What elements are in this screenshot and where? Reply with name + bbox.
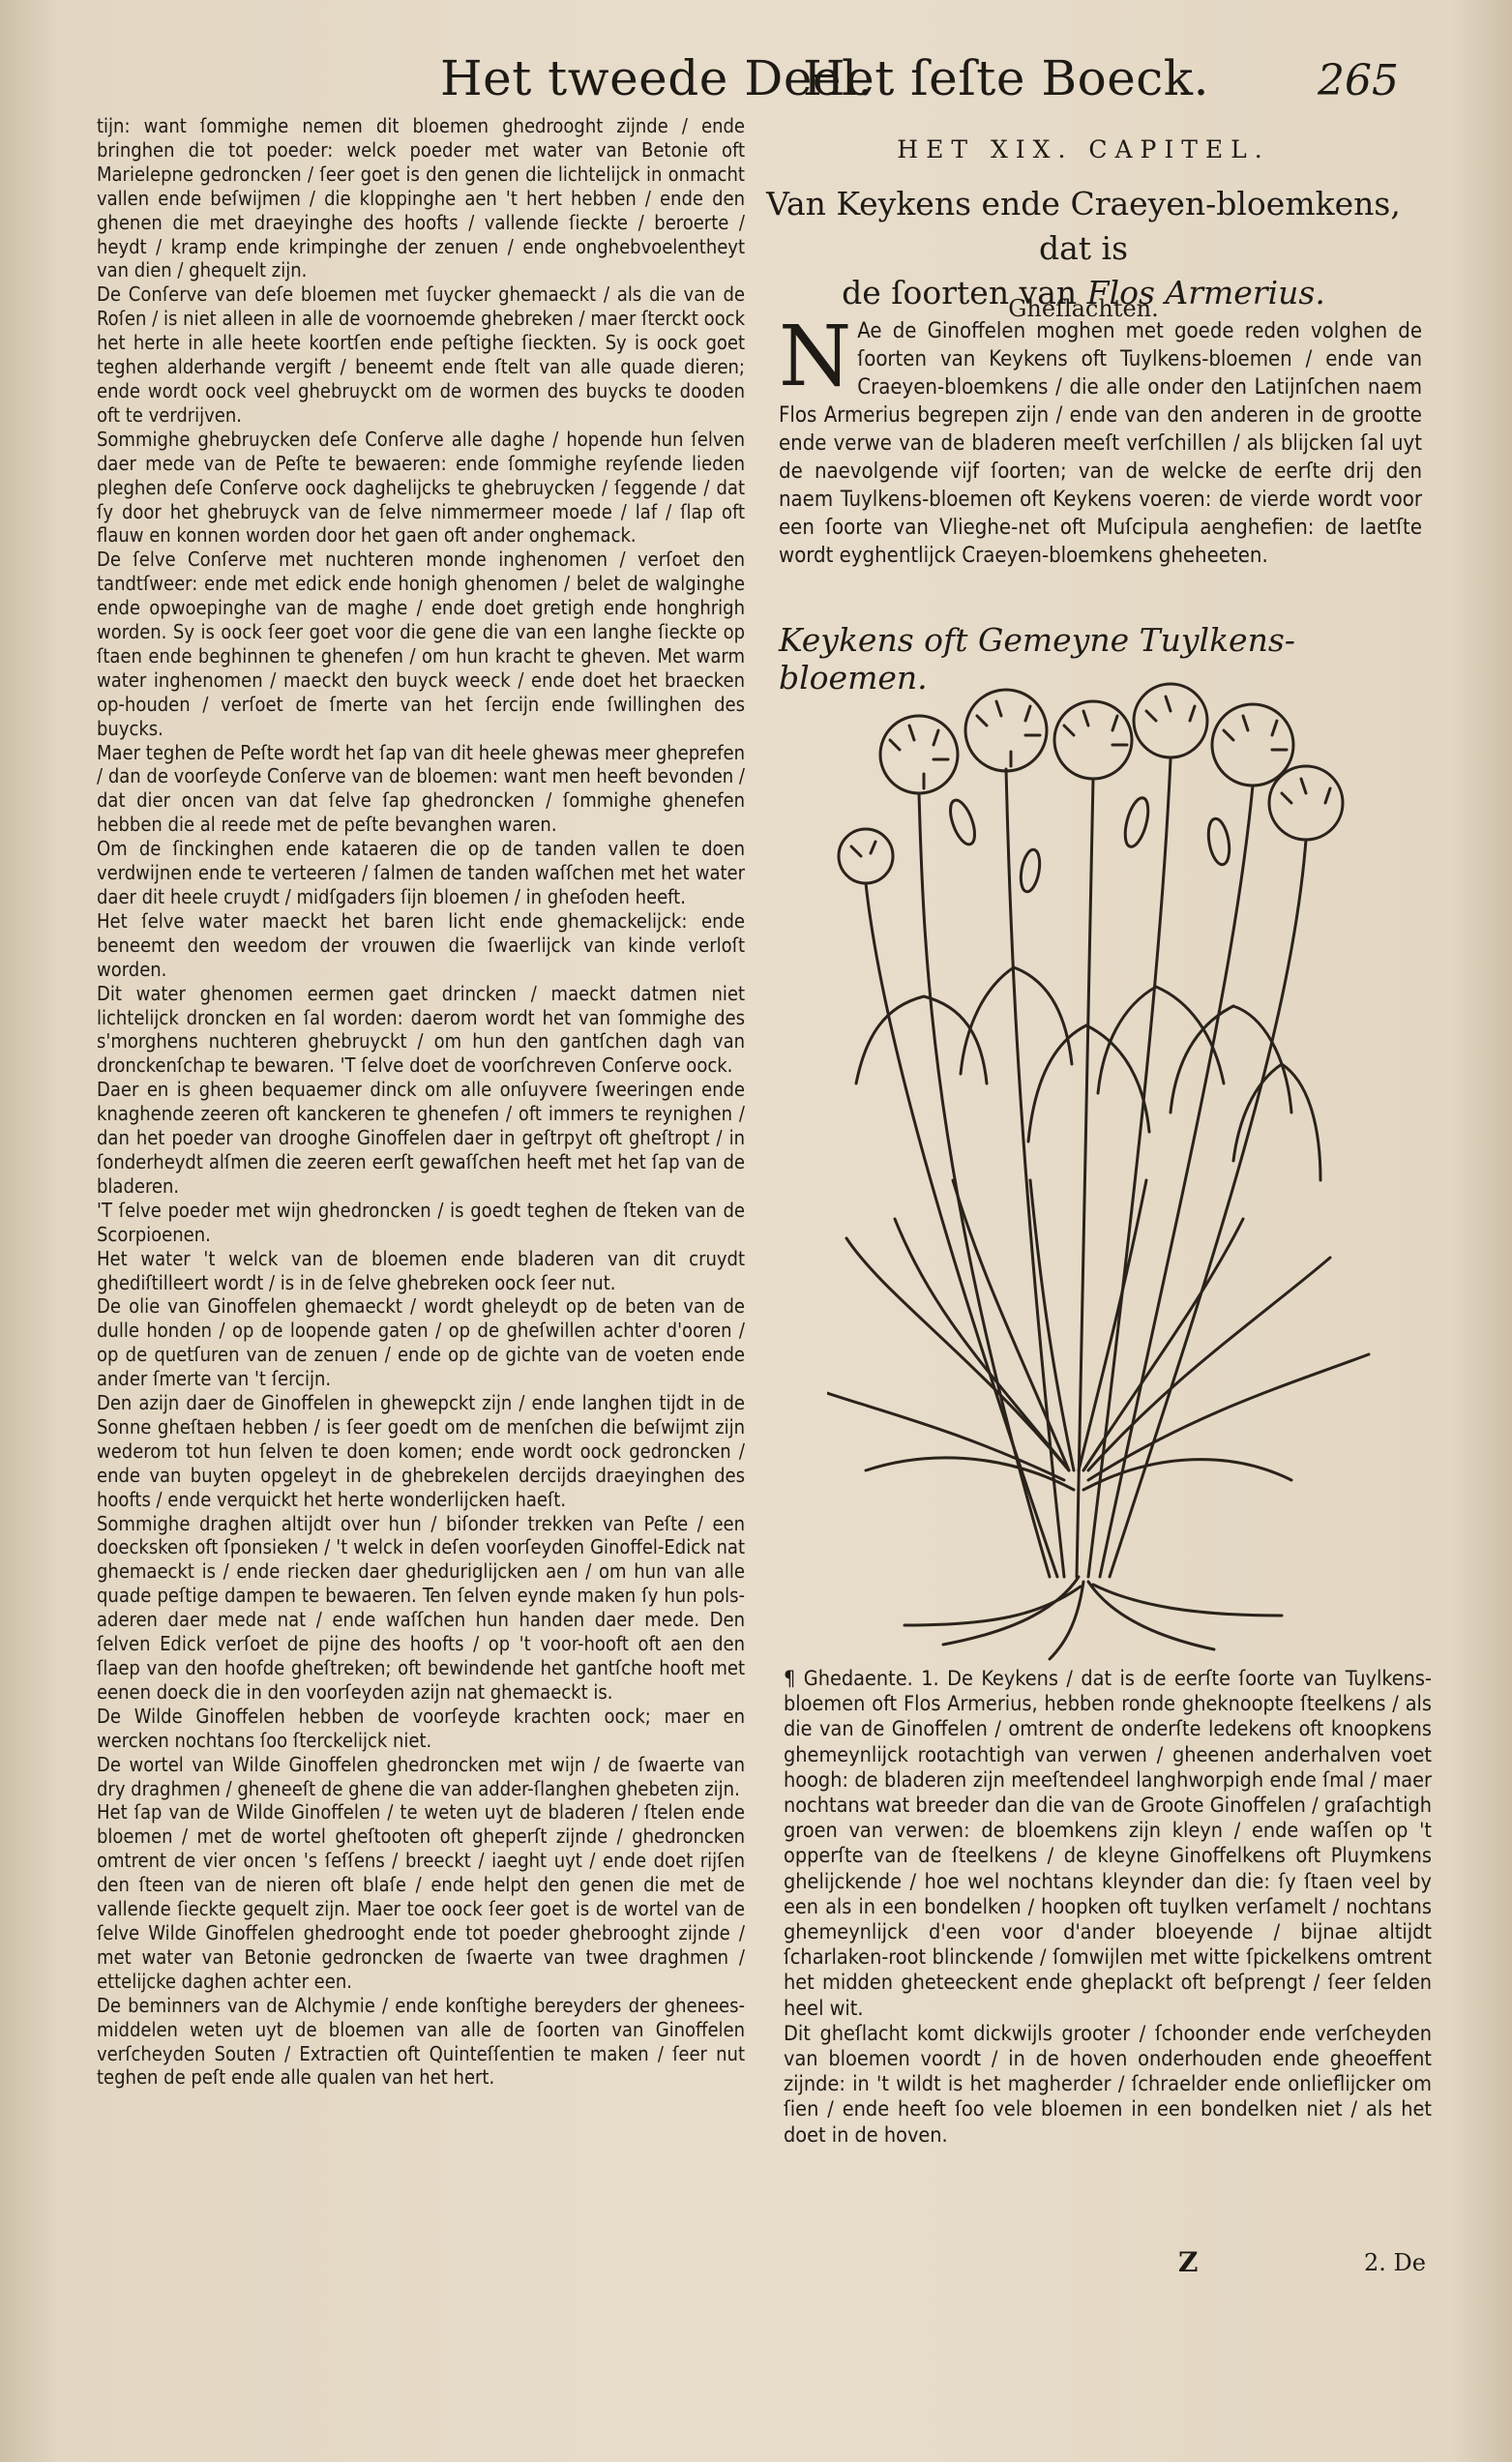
plant-woodcut-illustration [827,677,1388,1664]
paragraph: Het ſelve water maeckt het baren licht ende ghemackelijck: ende beneemt den weedom der vrouwen die ſwaerlijck van kinde verloſt worden. [97,908,745,981]
paragraph: De wortel van Wilde Ginoffelen ghedroncken met wijn / de ſwaerte van dry draghmen / gheneeſt de ghene die van adder-ſlanghen ghebeten zijn. [97,1752,745,1800]
paragraph: De beminners van de Alchymie / ende konſtighe bereyders der ghenees-middelen weten uyt de bloemen van alle de ſoorten van Ginoffelen verſcheyden Souten / Extractien oft Quinteſſentien te maken / ſeer nut teghen de peſt ende alle qualen van het hert. [97,1993,745,2090]
paragraph: Het water 't welck van de bloemen ende bladeren van dit cruydt ghediſtilleert wordt / is in de ſelve ghebreken oock ſeer nut. [97,1246,745,1294]
geslachten-paragraph [779,309,1422,570]
flower-head [1054,701,1132,779]
chapter-title-line2: de ſoorten van [842,274,1078,311]
paragraph: Maer teghen de Peſte wordt het ſap van dit heele ghewas meer gheprefen / dan de voorſeyde Conſerve van de bloemen: want men heeft bevonden / dat dier oncen van dat ſelve ſap ghedroncken / ſommighe ghenefen hebben die al reede met de peſte bevanghen waren. [97,740,745,837]
left-text-column [97,114,745,2107]
paragraph: De olie van Ginoffelen ghemaeckt / wordt gheleydt op de beten van de dulle honden / op de loopende gaten / op de gheſwillen achter d'ooren / op de quetſuren van de zenuen / ende op de gichte van de voeten ende ander ſmerte van 't ſercijn. [97,1294,745,1391]
running-head-right: Het ſeſte Boeck. [803,50,1209,106]
plant-caption: Keykens oft Gemeyne Tuylkens-bloemen. [779,621,1295,697]
flower-head [1134,684,1207,757]
chapter-number: HET XIX. CAPITEL. [897,135,1270,163]
flower-head [1212,704,1293,786]
flower-head [880,716,958,793]
section-subheading: Gheſlachten. [1008,295,1159,322]
paragraph: Dit gheſlacht komt dickwijls grooter / ſchoonder ende verſcheyden van bloemen voordt / in de hoven onderhouden ende gheoeffent zijnde: in 't wildt is het magherder / ſchraelder ende onlieflijcker om ſien / ende heeft ſoo vele bloemen in een bondelken niet / als het doet in de hoven. [784,2021,1432,2148]
paragraph: De Conſerve van deſe bloemen met ſuycker ghemaeckt / als die van de Roſen / is niet alleen in alle de voornoemde ghebreken / maer ſterckt oock het herte in alle heete koortſen ende peſtighe ſieckten. Sy is oock goet teghen alderhande vergift / beneemt ende ſtelt van alle quade dieren; ende wordt oock veel ghebruyckt om de wormen des buycks te dooden oft te verdrijven. [97,282,745,427]
paragraph: Het ſap van de Wilde Ginoffelen / te weten uyt de bladeren / ſtelen ende bloemen / met de wortel gheſtooten oft gheperſt zijnde / ghedroncken omtrent de vier oncen 's ſeſſens / breeckt / iaeght uyt / ende doet rijſen den ſteen van de nieren oft blaſe / ende helpt den genen die met de vallende ſieckte gequelt zijn. Maer toe oock ſeer goet is de wortel van de ſelve Wilde Ginoffelen ghedrooght ende tot poeder ghebrooght zijnde / met water van Betonie gedroncken de ſwaerte van twee draghmen / ettelijcke daghen achter een. [97,1800,745,1993]
signature-mark: Z [1178,2246,1199,2278]
running-head-left: Het tweede Deel. [440,50,874,106]
flower-head [965,690,1047,771]
paragraph: De Wilde Ginoffelen hebben de voorſeyde krachten oock; maer en wercken nochtans ſoo ſterckelijck niet. [97,1704,745,1752]
catchword: 2. De [1364,2249,1426,2276]
drop-cap: N [779,309,852,405]
flower-head [839,829,893,883]
paragraph: Sommighe ghebruycken deſe Conſerve alle daghe / hopende hun ſelven daer mede van de Peſte te bewaeren: ende ſommighe reyſende lieden pleghen deſe Conſerve oock daghelijcks te ghebruycken / ſeggende / dat ſy door het ghebruyck van de ſelve nimmermeer moede / laf / ſlap oft flauw en konnen worden door het gaen oft ander onghemack. [97,427,745,548]
paragraph: ¶ Ghedaente. 1. De Keykens / dat is de eerſte ſoorte van Tuylkens-bloemen oft Flos Armerius, hebben ronde gheknoopte ſteelkens / als die van de Ginoffelen / omtrent de onderſte ledekens oft knoopkens ghemeynlijck rootachtigh van verwen / gheenen anderhalven voet hoogh: de bladeren zijn meeſtendeel langhworpigh ende ſmal / maer nochtans wat breeder dan die van de Groote Ginoffelen / graſachtigh groen van verwen: de bloemkens zijn kleyn / ende waſſen op 't opperſte van de ſteelkens / de kleyne Ginoffelkens oft Pluymkens ghelijckende / hoe wel nochtans kleynder dan die: ſy ſtaen veel by een als in een bondelken / hoopken oft tuylken verſamelt / nochtans ghemeynlijck d'een voor d'ander bloeyende / bijnae altijdt ſcharlaken-root blinckende / ſomwijlen met witte ſpickelkens omtrent het midden gheteeckent ende gheplackt oft beſprengt / ſeer ſelden heel wit. [784,1667,1432,2021]
paragraph: Daer en is gheen bequaemer dinck om alle onſuyvere ſweeringen ende knaghende zeeren oft kanckeren te ghenefen / oft immers te reynighen / dan het poeder van drooghe Ginoffelen daer in geſtrpyt oft gheſtropt / in ſonderheydt alſmen die zeeren eerſt gewaſſchen heeft met het ſap van de bladeren. [97,1078,745,1198]
chapter-title-latin: Flos Armerius. [1086,274,1325,311]
paragraph: tijn: want ſommighe nemen dit bloemen ghedrooght zijnde / ende bringhen die tot poeder: welck poeder met water van Betonie oft Marielepne gedroncken / ſeer goet is den genen die lichtelijck in onmacht vallen ende beſwijmen / die kloppinghe aen 't hert hebben / ende den ghenen die met draeyinghe des hoofts / vallende ſieckte / beroerte / heydt / kramp ende krimpinghe der zenuen / ende onghebvoelentheyt van dien / ghequelt zijn. [97,114,745,282]
paragraph: Om de ſinckinghen ende kataeren die op de tanden vallen te doen verdwijnen ende te verteeren / ſalmen de tanden waſſchen met het water daer dit heele cruydt / midſgaders ſijn bloemen / in gheſoden heeft. [97,837,745,908]
paragraph: Den azijn daer de Ginoffelen in ghewepckt zijn / ende langhen tijdt in de Sonne gheſtaen hebben / is ſeer goedt om de menſchen die beſwijmt zijn wederom tot hun ſelven te doen komen; ende wordt oock gedroncken / ende van buyten opgeleyt in de ghebrekelen dercijds draeyinghen des hoofts / ende verquickt het herte wonderlijcken haeſt. [97,1391,745,1511]
geslachten-text: Ae de Ginoffelen moghen met goede reden volghen de ſoorten van Keykens oft Tuylkens-bloemen / ende van Craeyen-bloemkens / die alle onder den Latijnſchen naem Flos Armerius begrepen zijn / ende van den anderen in de grootte ende verwe van de bladeren meeſt verſchillen / als blijcken ſal uyt de naevolgende vijf ſoorten; van de welcke de eerſte drij den naem Tuylkens-bloemen oft Keykens voeren: de vierde wordt voor een ſoorte van Vlieghe-net oft Muſcipula aenghefien: de laetſte wordt eyghentlijck Craeyen-bloemkens gheheeten. [779,319,1422,568]
chapter-title-line1: Van Keykens ende Craeyen-bloemkens, dat is [766,185,1401,267]
paragraph: De ſelve Conſerve met nuchteren monde inghenomen / verſoet den tandtſweer: ende met edick ende honigh ghenomen / belet de walginghe ende opwoepinghe van de maghe / ende doet gretigh ende honghrigh worden. Sy is oock ſeer goet voor die gene die van een langhe ſieckte op ſtaen ende beghinnen te ghenefen / om hun kracht te gheven. Met warm water inghenomen / maeckt den buyck weeck / ende doet het braecken op-houden / verſoet de ſmerte van het ſercijn ende ſwillinghen des buycks. [97,548,745,740]
flower-head [1269,766,1343,840]
paragraph: 'T ſelve poeder met wijn ghedroncken / is goedt teghen de ſteken van de Scorpioenen. [97,1198,745,1246]
paragraph: Dit water ghenomen eermen gaet drincken / maeckt datmen niet lichtelijck droncken en ſal worden: daerom wordt het van ſommighe des s'morghens nuchteren ghebruyckt / om hun den gantſchen dagh van dronckenſchap te bewaren. 'T ſelve doet de voorſchreven Conſerve oock. [97,981,745,1078]
right-text-column [784,1667,1432,2149]
page-number: 265 [1318,56,1399,105]
paragraph: Sommighe draghen altijdt over hun / biſonder trekken van Peſte / een doecksken oft ſponsieken / 't welck in deſen voorſeyden Ginoffel-Edick nat ghemaeckt is / ende riecken daer gheduriglijcken aen / om hun van alle quade peſtige dampen te bewaeren. Ten ſelven eynde maken ſy hun pols-aderen daer mede nat / ende waſſchen hun handen daer mede. Den ſelven Edick verſoet de pijne des hoofts / op 't voor-hooft oft aen den ſlaep van den hoofde gheſtreken; oft bewindende het gantſche hooft met eenen doeck die in den voorſeyden azijn nat ghemaeckt is. [97,1511,745,1704]
